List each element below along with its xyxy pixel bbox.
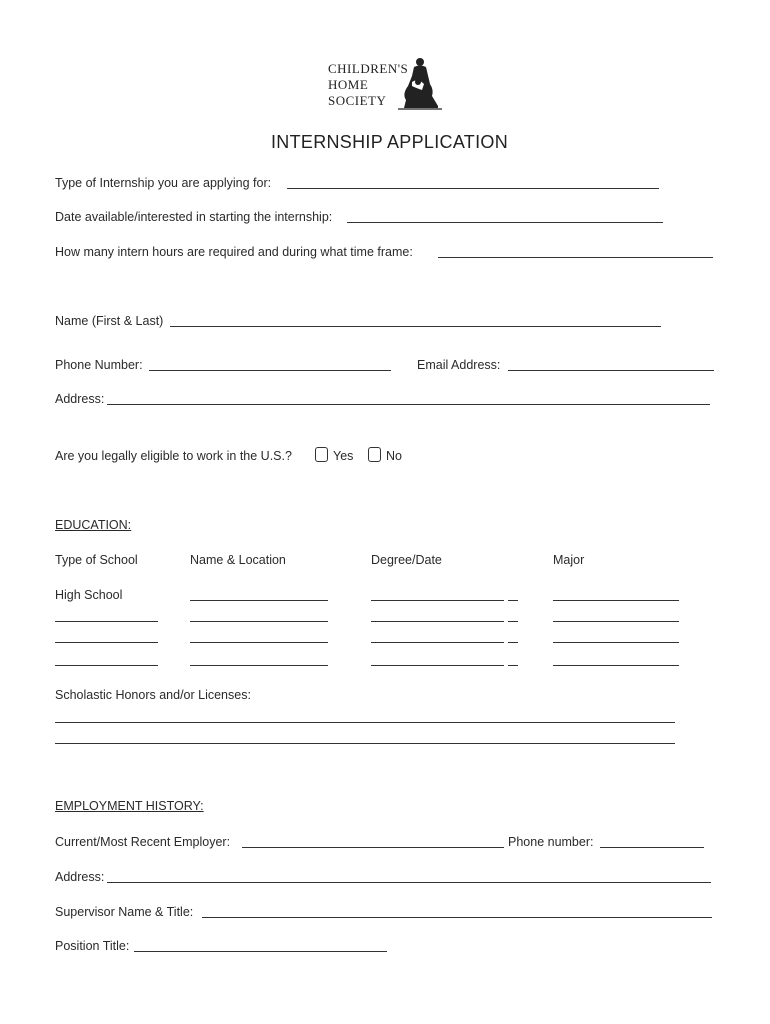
school-name-field-4[interactable]	[190, 665, 328, 666]
degree-date-field-4[interactable]	[371, 665, 504, 666]
major-field-3[interactable]	[553, 642, 679, 643]
employer-phone-field[interactable]	[600, 847, 704, 848]
degree-date-suffix-3	[508, 642, 518, 643]
work-eligibility-label: Are you legally eligible to work in the U.S.?	[55, 449, 292, 463]
eligible-yes-label: Yes	[333, 449, 354, 463]
eligible-no-label: No	[386, 449, 402, 463]
position-title-field[interactable]	[134, 951, 387, 952]
supervisor-label: Supervisor Name & Title:	[55, 905, 194, 919]
logo-line-2: HOME	[328, 77, 369, 92]
email-field[interactable]	[508, 370, 714, 371]
employer-address-label: Address:	[55, 870, 105, 884]
column-major: Major	[553, 553, 585, 567]
employer-label: Current/Most Recent Employer:	[55, 835, 231, 849]
school-name-field-3[interactable]	[190, 642, 328, 643]
degree-date-suffix-4	[508, 665, 518, 666]
education-heading: EDUCATION:	[55, 518, 132, 532]
major-field-2[interactable]	[553, 621, 679, 622]
degree-date-field-1[interactable]	[371, 600, 504, 601]
honors-field-1[interactable]	[55, 722, 675, 723]
logo-line-1: CHILDREN'S	[328, 61, 409, 76]
honors-field-2[interactable]	[55, 743, 675, 744]
organization-logo	[328, 62, 443, 112]
eligible-yes-checkbox[interactable]	[315, 447, 328, 462]
school-name-field-2[interactable]	[190, 621, 328, 622]
logo-line-3: SOCIETY	[328, 93, 387, 108]
name-label: Name (First & Last)	[55, 314, 164, 328]
school-name-field-1[interactable]	[190, 600, 328, 601]
supervisor-field[interactable]	[202, 917, 712, 918]
internship-type-label: Type of Internship you are applying for:	[55, 176, 272, 190]
intern-hours-label: How many intern hours are required and during what time frame:	[55, 245, 413, 259]
internship-type-field[interactable]	[287, 188, 659, 189]
start-date-label: Date available/interested in starting the internship:	[55, 210, 333, 224]
column-degree-date: Degree/Date	[371, 553, 442, 567]
degree-date-suffix-2	[508, 621, 518, 622]
honors-label: Scholastic Honors and/or Licenses:	[55, 688, 251, 702]
employer-address-field[interactable]	[107, 882, 711, 883]
start-date-field[interactable]	[347, 222, 663, 223]
address-label: Address:	[55, 392, 105, 406]
school-type-field-4[interactable]	[55, 665, 158, 666]
mother-and-child-figure-icon	[398, 56, 442, 112]
employment-heading: EMPLOYMENT HISTORY:	[55, 799, 204, 813]
major-field-4[interactable]	[553, 665, 679, 666]
degree-date-field-2[interactable]	[371, 621, 504, 622]
employer-field[interactable]	[242, 847, 504, 848]
phone-label: Phone Number:	[55, 358, 143, 372]
name-field[interactable]	[170, 326, 661, 327]
intern-hours-field[interactable]	[438, 257, 713, 258]
major-field-1[interactable]	[553, 600, 679, 601]
column-name-location: Name & Location	[190, 553, 286, 567]
email-label: Email Address:	[417, 358, 501, 372]
page-title: INTERNSHIP APPLICATION	[271, 132, 508, 152]
phone-field[interactable]	[149, 370, 391, 371]
eligible-no-checkbox[interactable]	[368, 447, 381, 462]
column-type-of-school: Type of School	[55, 553, 138, 567]
school-type-high-school: High School	[55, 588, 123, 602]
address-field[interactable]	[107, 404, 710, 405]
degree-date-suffix-1	[508, 600, 518, 601]
degree-date-field-3[interactable]	[371, 642, 504, 643]
position-title-label: Position Title:	[55, 939, 130, 953]
school-type-field-3[interactable]	[55, 642, 158, 643]
employer-phone-label: Phone number:	[508, 835, 594, 849]
school-type-field-2[interactable]	[55, 621, 158, 622]
